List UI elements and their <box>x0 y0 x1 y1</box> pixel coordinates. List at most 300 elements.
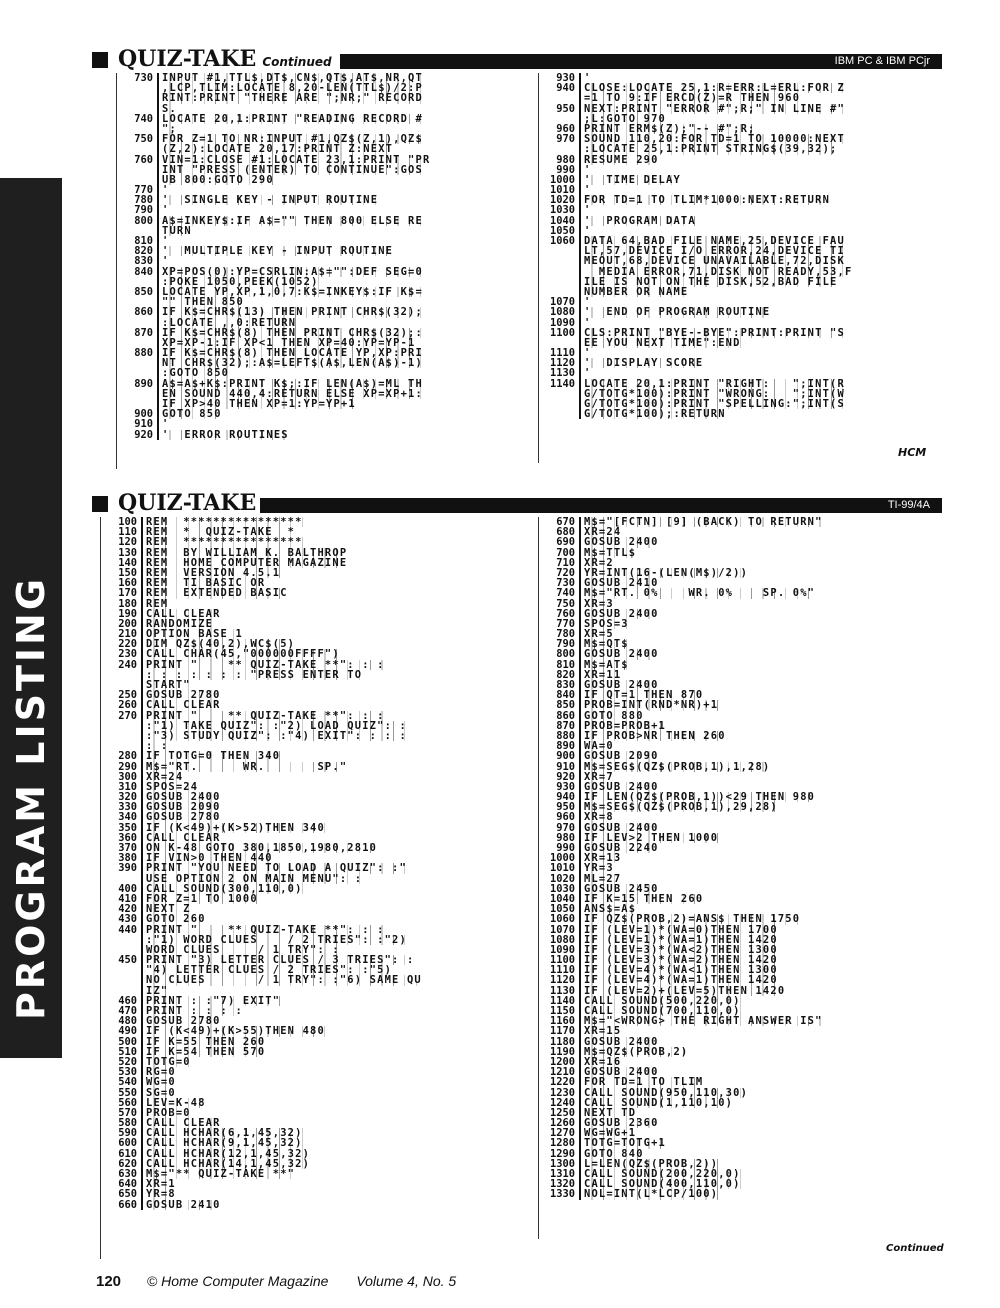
code-line <box>539 772 943 782</box>
line-number: 880 <box>117 348 159 358</box>
bottom-right-listing <box>538 517 943 1239</box>
code-line <box>539 680 943 690</box>
code-text: XR=15 <box>581 1026 621 1036</box>
code-text: PROB=PROB+1 <box>581 721 666 731</box>
code-text: XR=5 <box>581 629 614 639</box>
line-number: 740 <box>117 114 159 124</box>
code-line <box>539 144 943 154</box>
line-number: 610 <box>101 1149 143 1159</box>
line-number: 1110 <box>539 348 581 358</box>
code-line <box>101 548 521 558</box>
code-line <box>539 256 943 266</box>
code-line <box>117 419 527 429</box>
code-line <box>539 629 943 639</box>
line-number: 730 <box>539 578 581 588</box>
code-text: LOCATE YP,XP,1,0,7:K$=INKEY$:IF K$= <box>159 287 423 297</box>
line-number: 820 <box>539 670 581 680</box>
line-number: 700 <box>539 548 581 558</box>
line-number: 540 <box>101 1077 143 1087</box>
code-text: :LOCATE 25,1:PRINT STRING$(39,32); <box>581 144 838 154</box>
code-line <box>101 1138 521 1148</box>
code-line <box>539 823 943 833</box>
code-text: G/TOTG*100);:RETURN <box>581 409 726 419</box>
line-number: 1320 <box>539 1179 581 1189</box>
code-text: REM <box>143 599 168 609</box>
line-number: 990 <box>539 165 581 175</box>
code-line <box>539 104 943 114</box>
code-text: ' <box>581 318 591 328</box>
code-line <box>539 904 943 914</box>
code-text: LT,57,DEVICE I/O ERROR,24,DEVICE TI <box>581 246 845 256</box>
code-text: "" THEN 850 <box>159 297 244 307</box>
top-system-label: IBM PC & IBM PCjr <box>834 55 930 67</box>
code-text: WA=0 <box>581 741 614 751</box>
code-text: REM **************** <box>143 517 303 527</box>
code-text: ' <box>159 205 169 215</box>
code-line <box>101 955 521 965</box>
code-line <box>539 1118 943 1128</box>
code-text: : : <box>143 741 168 751</box>
line-number: 790 <box>117 205 159 215</box>
code-line <box>101 843 521 853</box>
line-number: 750 <box>539 599 581 609</box>
code-line <box>101 1189 521 1199</box>
line-number: 1100 <box>539 328 581 338</box>
page-number: 120 <box>96 1273 122 1290</box>
line-number <box>117 144 159 154</box>
code-line <box>539 925 943 935</box>
code-line <box>101 802 521 812</box>
code-line <box>117 287 527 297</box>
line-number: 1140 <box>539 379 581 389</box>
line-number: 770 <box>117 185 159 195</box>
code-line <box>539 731 943 741</box>
code-text: LOCATE 20,1:PRINT "READING RECORD # <box>159 114 423 124</box>
code-line <box>539 996 943 1006</box>
code-line <box>539 741 943 751</box>
line-number: 860 <box>117 307 159 317</box>
line-number: 330 <box>101 802 143 812</box>
code-line <box>539 843 943 853</box>
line-number: 1030 <box>539 884 581 894</box>
line-number: 150 <box>101 568 143 578</box>
line-number: 900 <box>539 751 581 761</box>
line-number: 990 <box>539 843 581 853</box>
code-text: CALL SOUND(700,110,0) <box>581 1006 741 1016</box>
code-line <box>539 1108 943 1118</box>
code-line <box>539 965 943 975</box>
line-number: 1090 <box>539 318 581 328</box>
code-text: CALL CLEAR <box>143 833 221 843</box>
code-line <box>117 226 527 236</box>
code-text: XR=13 <box>581 853 621 863</box>
line-number: 930 <box>539 782 581 792</box>
line-number <box>539 277 581 287</box>
line-number: 310 <box>101 782 143 792</box>
code-text: RG=0 <box>143 1067 176 1077</box>
line-number: 1060 <box>539 236 581 246</box>
code-text: REM * QUIZ-TAKE * <box>143 527 295 537</box>
line-number: 1180 <box>539 1037 581 1047</box>
line-number: 910 <box>539 762 581 772</box>
code-line <box>117 93 527 103</box>
code-text: IF K$=CHR$(8) THEN LOCATE YP,XP:PRI <box>159 348 423 358</box>
line-number: 830 <box>539 680 581 690</box>
code-line <box>117 114 527 124</box>
code-line <box>117 246 527 256</box>
code-text: MEDIA ERROR,71,DISK NOT READY,53,F <box>581 267 852 277</box>
code-line <box>539 1088 943 1098</box>
line-number: 270 <box>101 711 143 721</box>
line-number: 340 <box>101 812 143 822</box>
line-number <box>539 409 581 419</box>
code-text: IF LEN(QZ$(PROB,1))<29 THEN 980 <box>581 792 815 802</box>
code-text: IF XP>40 THEN XP=1:YP=YP+1 <box>159 399 356 409</box>
code-line <box>117 338 527 348</box>
code-line <box>101 517 521 527</box>
line-number: 840 <box>539 690 581 700</box>
code-line <box>117 144 527 154</box>
code-text: IF QT=1 THEN 870 <box>581 690 703 700</box>
line-number: 670 <box>539 517 581 527</box>
code-line <box>539 1149 943 1159</box>
line-number: 870 <box>539 721 581 731</box>
code-text: ' MULTIPLE KEY - INPUT ROUTINE <box>159 246 393 256</box>
code-line <box>539 226 943 236</box>
code-line <box>117 185 527 195</box>
code-line <box>539 548 943 558</box>
code-line <box>101 823 521 833</box>
code-line <box>117 195 527 205</box>
code-text: IF K$=CHR$(13) THEN PRINT CHR$(32); <box>159 307 423 317</box>
code-text: GOTO 260 <box>143 914 206 924</box>
code-text: A$=A$+K$:PRINT K$;:IF LEN(A$)=ML TH <box>159 379 423 389</box>
code-text: IF K=55 THEN 260 <box>143 1037 265 1047</box>
line-number: 240 <box>101 660 143 670</box>
code-line <box>117 409 527 419</box>
code-text: GOSUB 2240 <box>581 843 659 853</box>
line-number: 1150 <box>539 1006 581 1016</box>
code-text: GOSUB 2090 <box>581 751 659 761</box>
code-line <box>117 399 527 409</box>
code-line <box>539 527 943 537</box>
code-text: PRINT " ** QUIZ-TAKE **": : : <box>143 925 385 935</box>
code-line <box>117 134 527 144</box>
code-text: UB 800:GOTO 290 <box>159 175 274 185</box>
code-line <box>117 216 527 226</box>
code-text: IF (K<49)+(K>55)THEN 480 <box>143 1026 325 1036</box>
line-number: 780 <box>117 195 159 205</box>
line-number: 380 <box>101 853 143 863</box>
line-number: 370 <box>101 843 143 853</box>
line-number: 410 <box>101 894 143 904</box>
code-line <box>117 83 527 93</box>
code-line <box>539 711 943 721</box>
code-line <box>539 853 943 863</box>
code-line <box>539 833 943 843</box>
top-banner <box>92 46 942 72</box>
code-text: WG=WG+1 <box>581 1128 636 1138</box>
code-line <box>117 256 527 266</box>
code-text: XR=24 <box>581 527 621 537</box>
code-text: FOR Z=1 TO 1000 <box>143 894 258 904</box>
code-text: YR=INT(16-(LEN(M$)/2)) <box>581 568 748 578</box>
code-text: ' <box>581 73 591 83</box>
code-text: ;L:GOTO 970 <box>581 114 666 124</box>
code-text: XR=16 <box>581 1057 621 1067</box>
code-line <box>539 619 943 629</box>
code-text: PRINT : : : : <box>143 1006 243 1016</box>
line-number: 1190 <box>539 1047 581 1057</box>
code-text: ' <box>581 205 591 215</box>
code-text: GOSUB 2410 <box>143 1200 221 1210</box>
code-line <box>539 114 943 124</box>
code-text: G/TOTG*100):PRINT "WRONG: ";INT(W <box>581 389 845 399</box>
line-number: 590 <box>101 1128 143 1138</box>
line-number: 930 <box>539 73 581 83</box>
line-number: 960 <box>539 124 581 134</box>
code-line <box>117 73 527 83</box>
code-text: GOSUB 2400 <box>581 823 659 833</box>
code-text: FOR TD=1 TO TLIM <box>581 1077 703 1087</box>
line-number <box>539 399 581 409</box>
line-number: 130 <box>101 548 143 558</box>
line-number: 1170 <box>539 1026 581 1036</box>
code-line <box>101 1098 521 1108</box>
code-text: CALL HCHAR(14,1,45,32) <box>143 1159 310 1169</box>
code-line <box>539 517 943 527</box>
code-line <box>101 986 521 996</box>
line-number: 280 <box>101 751 143 761</box>
code-line <box>117 165 527 175</box>
line-number: 520 <box>101 1057 143 1067</box>
line-number: 810 <box>117 236 159 246</box>
line-number: 1040 <box>539 894 581 904</box>
line-number: 750 <box>117 134 159 144</box>
line-number <box>101 731 143 741</box>
line-number: 110 <box>101 527 143 537</box>
code-text: IZ" <box>143 986 168 996</box>
code-text: GOSUB 2360 <box>581 1118 659 1128</box>
code-text: ' TIME DELAY <box>581 175 681 185</box>
code-text: ANS$=A$ <box>581 904 636 914</box>
code-text: CALL SOUND(500,220,0) <box>581 996 741 1006</box>
code-text: PROB=0 <box>143 1108 191 1118</box>
code-text: ILE IS NOT ON THE DISK,52,BAD FILE <box>581 277 838 287</box>
line-number: 890 <box>539 741 581 751</box>
line-number: 560 <box>101 1098 143 1108</box>
code-text: XR=3 <box>581 599 614 609</box>
code-text: A$=INKEY$:IF A$="" THEN 800 ELSE RE <box>159 216 423 226</box>
code-line <box>101 527 521 537</box>
code-text: ON K-48 GOTO 380,1850,1980,2810 <box>143 843 377 853</box>
line-number <box>117 389 159 399</box>
code-text: ML=27 <box>581 874 621 884</box>
code-text: CALL SOUND(1,110,10) <box>581 1098 733 1108</box>
code-text: GOSUB 2780 <box>143 812 221 822</box>
code-line <box>101 1016 521 1026</box>
line-number <box>117 93 159 103</box>
code-line <box>117 205 527 215</box>
code-text: GOSUB 2400 <box>581 649 659 659</box>
code-line <box>101 700 521 710</box>
line-number: 1240 <box>539 1098 581 1108</box>
code-line <box>101 670 521 680</box>
code-line <box>101 833 521 843</box>
code-line <box>117 307 527 317</box>
code-line <box>539 874 943 884</box>
code-text: CALL CLEAR <box>143 1118 221 1128</box>
top-left-listing <box>116 73 527 469</box>
code-line <box>539 721 943 731</box>
code-line <box>539 93 943 103</box>
code-line <box>101 1179 521 1189</box>
code-text: M$="** QUIZ-TAKE **" <box>143 1169 295 1179</box>
line-number: 800 <box>117 216 159 226</box>
code-text: S. <box>159 104 177 114</box>
code-line <box>117 104 527 114</box>
publisher: © Home Computer Magazine <box>146 1273 329 1289</box>
code-text: IF (LEV=1)*(WA=1)THEN 1420 <box>581 935 778 945</box>
line-number: 430 <box>101 914 143 924</box>
code-line <box>101 690 521 700</box>
line-number <box>101 975 143 985</box>
code-text: NOL=INT(L*LCP/100) <box>581 1189 718 1199</box>
line-number: 1310 <box>539 1169 581 1179</box>
line-number: 100 <box>101 517 143 527</box>
line-number: 170 <box>101 588 143 598</box>
code-text: ' <box>581 368 591 378</box>
line-number: 760 <box>539 609 581 619</box>
code-text: GOSUB 2400 <box>581 537 659 547</box>
code-text: IF (LEV=2)+(LEV=5)THEN 1420 <box>581 986 785 996</box>
code-line <box>539 537 943 547</box>
code-text: "4) LETTER CLUES / 2 TRIES": :"5) <box>143 965 392 975</box>
code-text: ' <box>581 226 591 236</box>
bottom-banner <box>92 490 942 516</box>
code-text: :LOCATE ,,0:RETURN <box>159 318 296 328</box>
code-line <box>101 1159 521 1169</box>
line-number: 1010 <box>539 185 581 195</box>
code-text: OPTION BASE 1 <box>143 629 243 639</box>
code-text: ,LCP,TLIM:LOCATE 8,20-LEN(TTL$)/2:P <box>159 83 423 93</box>
code-line <box>539 863 943 873</box>
code-line <box>539 83 943 93</box>
code-line <box>101 599 521 609</box>
code-line <box>101 914 521 924</box>
code-line <box>539 124 943 134</box>
line-number: 1270 <box>539 1128 581 1138</box>
code-line <box>117 236 527 246</box>
code-line <box>539 205 943 215</box>
code-text: XR=1 <box>143 1179 176 1189</box>
code-text: ' ERROR ROUTINES <box>159 430 289 440</box>
line-number <box>101 965 143 975</box>
code-text: MEOUT,68,DEVICE UNAVAILABLE,72,DISK <box>581 256 845 266</box>
continued-footer: Continued <box>886 1243 944 1254</box>
code-text: GOSUB 2780 <box>143 1016 221 1026</box>
code-line <box>101 975 521 985</box>
code-text: M$=QT$ <box>581 639 629 649</box>
code-line <box>117 124 527 134</box>
code-line <box>539 1067 943 1077</box>
line-number: 1050 <box>539 226 581 236</box>
code-text: REM HOME COMPUTER MAGAZINE <box>143 558 347 568</box>
line-number <box>117 83 159 93</box>
code-line <box>539 307 943 317</box>
code-line <box>539 267 943 277</box>
line-number: 1030 <box>539 205 581 215</box>
banner-square-icon <box>92 496 108 512</box>
code-text: XP=XP-1:IF XP<1 THEN XP=40:YP=YP-1 <box>159 338 416 348</box>
line-number: 260 <box>101 700 143 710</box>
line-number: 970 <box>539 823 581 833</box>
line-number: 180 <box>101 599 143 609</box>
hcm-logo: HCM <box>898 446 927 459</box>
code-line <box>539 73 943 83</box>
code-text: ' <box>581 165 591 175</box>
line-number: 500 <box>101 1037 143 1047</box>
code-line <box>539 660 943 670</box>
bottom-system-label: TI-99/4A <box>887 499 930 511</box>
line-number: 840 <box>117 267 159 277</box>
code-text: IF LEV>2 THEN 1000 <box>581 833 718 843</box>
code-text: IF (LEV=1)*(WA=0)THEN 1700 <box>581 925 778 935</box>
line-number: 1230 <box>539 1088 581 1098</box>
code-text: PRINT ERM$(Z);"-- #";R; <box>581 124 755 134</box>
code-line <box>539 690 943 700</box>
code-line <box>539 1026 943 1036</box>
line-number: 860 <box>539 711 581 721</box>
code-line <box>539 1128 943 1138</box>
code-line <box>539 358 943 368</box>
line-number: 870 <box>117 328 159 338</box>
code-text: INT "PRESS (ENTER) TO CONTINUE":GOS <box>159 165 423 175</box>
line-number: 400 <box>101 884 143 894</box>
code-text: M$=SEG$(QZ$(PROB,1),1,28) <box>581 762 770 772</box>
code-line <box>101 639 521 649</box>
code-line <box>101 588 521 598</box>
code-line <box>117 175 527 185</box>
code-text: INPUT #1,TTL$,DT$,CN$,QT$,AT$,NR,QT <box>159 73 423 83</box>
code-line <box>539 379 943 389</box>
code-text: IF (LEV=4)*(WA=1)THEN 1420 <box>581 975 778 985</box>
continued-label: Continued <box>262 55 332 69</box>
code-text: : : : : : : : "PRESS ENTER TO <box>143 670 362 680</box>
line-number: 1160 <box>539 1016 581 1026</box>
code-text: VIN=1:CLOSE #1:LOCATE 23,1:PRINT "PR <box>159 155 430 165</box>
line-number: 1120 <box>539 975 581 985</box>
code-line <box>539 639 943 649</box>
code-text: TOTG=0 <box>143 1057 191 1067</box>
code-text: GOSUB 2780 <box>143 690 221 700</box>
line-number: 190 <box>101 609 143 619</box>
code-text: (Z,2):LOCATE 20,17:PRINT Z:NEXT <box>159 144 393 154</box>
code-line <box>539 399 943 409</box>
code-text: CALL HCHAR(6,1,45,32) <box>143 1128 303 1138</box>
line-number: 1130 <box>539 986 581 996</box>
line-number: 620 <box>101 1159 143 1169</box>
code-line <box>539 1037 943 1047</box>
code-text: FOR Z=1 TO NR:INPUT #1,QZ$(Z,1),QZ$ <box>159 134 423 144</box>
sidebar-label: PROGRAM LISTING <box>9 575 53 1021</box>
line-number: 1260 <box>539 1118 581 1128</box>
line-number <box>539 256 581 266</box>
line-number: 720 <box>539 568 581 578</box>
line-number: 230 <box>101 649 143 659</box>
code-line <box>539 287 943 297</box>
code-text: IF PROB>NR THEN 260 <box>581 731 726 741</box>
